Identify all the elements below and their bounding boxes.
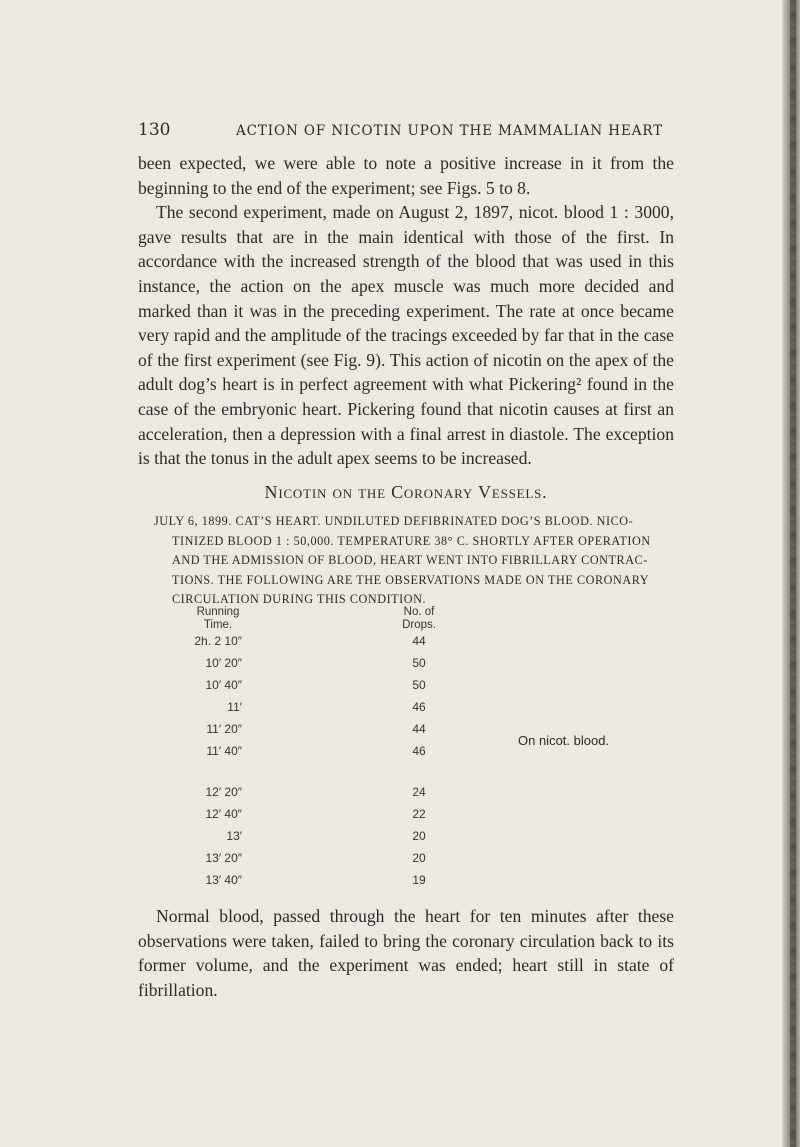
table-cell-drops: 44 xyxy=(412,634,426,648)
table-cell-time: 10′ 40″ xyxy=(205,678,242,692)
caption-line: JULY 6, 1899. CAT’S HEART. UNDILUTED DEFIBRINATED DOG’S BLOOD. NICO- xyxy=(154,514,634,528)
section-title: Nicotin on the Coronary Vessels. xyxy=(264,482,548,502)
paragraph-second-experiment: The second experiment, made on August 2, 1897, nicot. blood 1 : 3000, gave results that are in the main identical with those of the first. In accordance with the increased strength of the blood that was used in this instance, the action on the apex muscle was much more decided and marked than it was in the preceding experiment. The rate at once became very rapid and the amplitude of the tracings exceeded by far that in the case of the first experiment (see Fig. 9). This action of nicotin on the apex of the adult dog’s heart is in perfect agreement with what Pickering² found in the case of the embryonic heart. Pickering found that nicotin causes at first an acceleration, then a depression with a final arrest in diastole. The exception is that the tonus in the adult apex seems to be increased. xyxy=(138,202,674,469)
bottom-paragraph-wrapper xyxy=(138,904,674,1002)
column-header-line: Drops. xyxy=(402,619,436,631)
running-head: ACTION OF NICOTIN UPON THE MAMMALIAN HEART xyxy=(236,123,664,139)
table-cell-drops: 22 xyxy=(412,807,426,821)
table-cell-drops: 46 xyxy=(412,700,426,714)
table-cell-time: 11′ xyxy=(227,700,242,714)
table-cell-time: 12′ 40″ xyxy=(205,807,242,821)
table-cell-drops: 50 xyxy=(412,678,426,692)
paragraph-continued: been expected, we were able to note a positive increase in it from the beginning to the end of the experiment; see Figs. 5 to 8. xyxy=(138,153,674,198)
column-header-line: No. of xyxy=(403,606,435,618)
table-cell-time: 13′ 20″ xyxy=(205,851,242,865)
table-cell-drops: 19 xyxy=(412,873,426,887)
table-cell-drops: 44 xyxy=(412,722,426,736)
table-cell-time: 13′ 40″ xyxy=(205,873,242,887)
table-cell-drops: 20 xyxy=(412,851,426,865)
caption-line: AND THE ADMISSION OF BLOOD, HEART WENT INTO FIBRILLARY CONTRAC- xyxy=(172,553,648,568)
table-cell-drops: 46 xyxy=(412,744,426,758)
column-header-drops xyxy=(389,606,449,632)
page-number: 130 xyxy=(138,120,171,140)
table-cell-time: 12′ 20″ xyxy=(205,785,242,799)
table-cell-time: 13′ xyxy=(226,829,242,843)
table-cell-drops: 20 xyxy=(412,829,426,843)
paragraph-normal-blood: Normal blood, passed through the heart for ten minutes after these observations were taken, failed to bring the coronary circulation back to its former volume, and the experiment was ended; heart still in state of fibrillation. xyxy=(138,906,674,1000)
table-cell-time: 10′ 20″ xyxy=(205,656,242,670)
table-annotation: On nicot. blood. xyxy=(518,733,610,748)
column-header-running-time xyxy=(178,606,258,632)
column-header-line: Running xyxy=(196,606,240,618)
table-cell-drops: 50 xyxy=(412,656,426,670)
caption-line: CIRCULATION DURING THIS CONDITION. xyxy=(172,592,427,607)
table-cell-time: 11′ 40″ xyxy=(206,744,242,758)
table-cell-time: 11′ 20″ xyxy=(206,722,242,736)
caption-line: TIONS. THE FOLLOWING ARE THE OBSERVATIONS MADE ON THE CORONARY xyxy=(172,572,650,587)
table-cell-time: 2h. 2 10″ xyxy=(194,634,242,648)
table-cell-drops: 24 xyxy=(412,785,426,799)
column-header-line: Time. xyxy=(203,619,233,631)
caption-line: TINIZED BLOOD 1 : 50,000. TEMPERATURE 38° C. SHORTLY AFTER OPERATION xyxy=(172,533,651,548)
